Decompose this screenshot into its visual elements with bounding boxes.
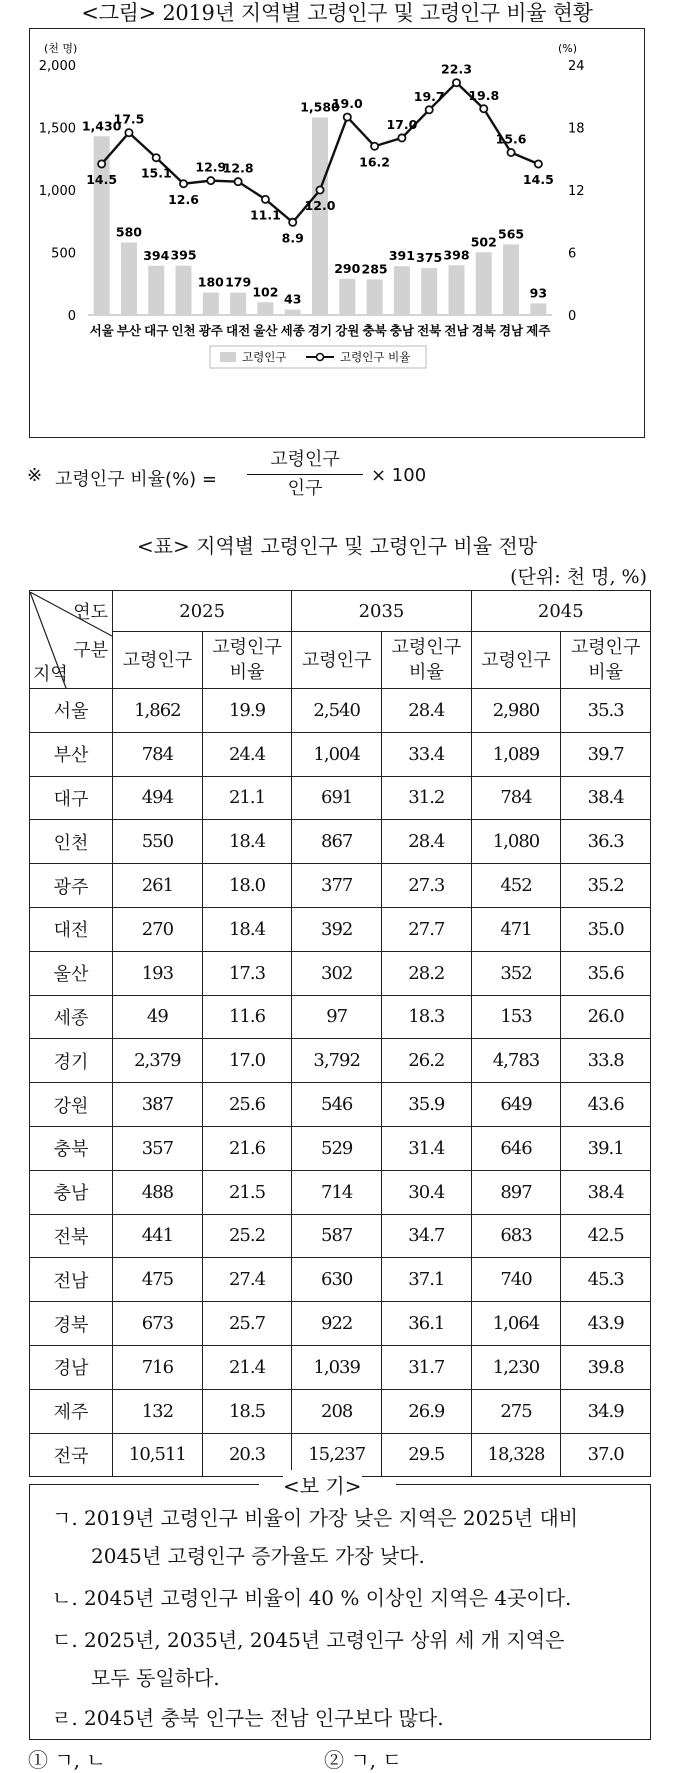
value-cell: 1,039 — [292, 1345, 382, 1389]
ratio-point — [125, 129, 132, 136]
bar-label: 93 — [529, 285, 548, 301]
region-cell: 강원 — [30, 1083, 113, 1127]
value-cell: 546 — [292, 1083, 382, 1127]
value-cell: 302 — [292, 951, 382, 995]
value-cell: 39.7 — [561, 732, 651, 776]
value-cell: 39.8 — [561, 1345, 651, 1389]
region-cell: 전북 — [30, 1214, 113, 1258]
value-cell: 352 — [471, 951, 561, 995]
bar-label: 1,430 — [81, 118, 122, 134]
region-cell: 대구 — [30, 776, 113, 820]
region-cell: 인천 — [30, 820, 113, 864]
value-cell: 26.2 — [382, 1039, 472, 1083]
region-cell: 충남 — [30, 1170, 113, 1214]
bar — [285, 310, 301, 315]
value-cell: 275 — [471, 1389, 561, 1433]
value-cell: 18.4 — [202, 820, 292, 864]
value-cell: 35.3 — [561, 689, 651, 733]
value-cell: 377 — [292, 864, 382, 908]
value-cell: 42.5 — [561, 1214, 651, 1258]
ratio-point — [289, 219, 296, 226]
value-cell: 25.2 — [202, 1214, 292, 1258]
formula-fraction — [243, 448, 367, 501]
value-cell: 43.6 — [561, 1083, 651, 1127]
value-cell: 21.6 — [202, 1126, 292, 1170]
value-cell: 630 — [292, 1258, 382, 1302]
value-cell: 897 — [471, 1170, 561, 1214]
region-cell: 광주 — [30, 864, 113, 908]
col-header-ratio: 고령인구 비율 — [561, 632, 651, 689]
table-unit: (단위: 천 명, %) — [510, 566, 647, 588]
answer-2[interactable]: ② ㄱ, ㄷ — [324, 1748, 402, 1772]
value-cell: 30.4 — [382, 1170, 472, 1214]
bogi-item: ㄱ. 2019년 고령인구 비율이 가장 낮은 지역은 2025년 대비 — [52, 1506, 579, 1530]
region-cell: 서울 — [30, 689, 113, 733]
y-left-tick: 500 — [51, 246, 76, 262]
region-cell: 전남 — [30, 1258, 113, 1302]
value-cell: 261 — [113, 864, 203, 908]
table-row — [30, 776, 651, 820]
ratio-label: 19.0 — [331, 96, 363, 112]
x-tick-label: 인천 — [171, 323, 196, 338]
ratio-label: 19.7 — [413, 88, 445, 104]
formula-denominator: 인구 — [287, 478, 323, 499]
ratio-label: 17.5 — [113, 111, 145, 127]
region-cell: 제주 — [30, 1389, 113, 1433]
ratio-point — [262, 196, 269, 203]
value-cell: 31.2 — [382, 776, 472, 820]
bar-label: 502 — [470, 234, 497, 250]
ratio-label: 12.8 — [222, 160, 254, 176]
value-cell: 35.6 — [561, 951, 651, 995]
bar-label: 179 — [225, 274, 252, 290]
value-cell: 587 — [292, 1214, 382, 1258]
col-header-pop: 고령인구 — [113, 632, 203, 689]
table-row — [30, 820, 651, 864]
value-cell: 2,379 — [113, 1039, 203, 1083]
combo-chart — [30, 29, 646, 439]
value-cell: 37.1 — [382, 1258, 472, 1302]
value-cell: 35.0 — [561, 907, 651, 951]
y-right-tick: 18 — [568, 121, 585, 137]
table-row — [30, 995, 651, 1039]
value-cell: 18,328 — [471, 1433, 561, 1477]
value-cell: 10,511 — [113, 1433, 203, 1477]
value-cell: 673 — [113, 1302, 203, 1346]
legend-line-label: 고령인구 비율 — [340, 350, 411, 364]
region-cell: 경남 — [30, 1345, 113, 1389]
year-header: 2045 — [471, 591, 650, 632]
formula-lhs: 고령인구 비율(%) = — [55, 469, 218, 490]
value-cell: 21.4 — [202, 1345, 292, 1389]
value-cell: 193 — [113, 951, 203, 995]
value-cell: 132 — [113, 1389, 203, 1433]
value-cell: 25.6 — [202, 1083, 292, 1127]
value-cell: 1,004 — [292, 732, 382, 776]
value-cell: 550 — [113, 820, 203, 864]
value-cell: 357 — [113, 1126, 203, 1170]
bogi-box — [29, 1484, 651, 1740]
bar-label: 102 — [252, 284, 279, 300]
x-tick-label: 광주 — [198, 323, 223, 338]
formula-numerator: 고령인구 — [270, 449, 340, 470]
value-cell: 691 — [292, 776, 382, 820]
value-cell: 17.3 — [202, 951, 292, 995]
value-cell: 49 — [113, 995, 203, 1039]
ratio-point — [316, 186, 323, 193]
ratio-point — [426, 106, 433, 113]
table-row — [30, 1126, 651, 1170]
value-cell: 27.4 — [202, 1258, 292, 1302]
value-cell: 452 — [471, 864, 561, 908]
bar-label: 580 — [115, 224, 142, 240]
value-cell: 153 — [471, 995, 561, 1039]
value-cell: 441 — [113, 1214, 203, 1258]
value-cell: 4,783 — [471, 1039, 561, 1083]
value-cell: 97 — [292, 995, 382, 1039]
chart-box — [29, 28, 645, 438]
ratio-point — [371, 143, 378, 150]
year-header: 2025 — [113, 591, 292, 632]
value-cell: 683 — [471, 1214, 561, 1258]
table-row — [30, 951, 651, 995]
answer-1[interactable]: ① ㄱ, ㄴ — [28, 1748, 106, 1772]
value-cell: 1,064 — [471, 1302, 561, 1346]
value-cell: 24.4 — [202, 732, 292, 776]
x-tick-label: 제주 — [526, 323, 551, 338]
ratio-label: 22.3 — [441, 61, 472, 77]
legend-bar-label: 고령인구 — [242, 350, 287, 364]
col-header-ratio: 고령인구 비율 — [382, 632, 472, 689]
bogi-item-cont: 2045년 고령인구 증가율도 가장 낮다. — [91, 1544, 425, 1568]
legend-bar-swatch — [220, 352, 236, 362]
bar — [203, 293, 219, 316]
fraction-bar — [247, 474, 363, 475]
bar — [257, 302, 273, 315]
ratio-point — [507, 149, 514, 156]
value-cell: 387 — [113, 1083, 203, 1127]
value-cell: 784 — [471, 776, 561, 820]
ratio-label: 11.1 — [249, 207, 281, 223]
ratio-label: 12.0 — [304, 198, 336, 213]
x-tick-label: 전북 — [417, 323, 442, 338]
value-cell: 37.0 — [561, 1433, 651, 1477]
col-header-pop: 고령인구 — [471, 632, 561, 689]
value-cell: 208 — [292, 1389, 382, 1433]
region-cell: 충북 — [30, 1126, 113, 1170]
value-cell: 31.7 — [382, 1345, 472, 1389]
x-tick-label: 충북 — [362, 323, 387, 338]
value-cell: 31.4 — [382, 1126, 472, 1170]
bar-label: 290 — [334, 260, 361, 276]
value-cell: 1,862 — [113, 689, 203, 733]
value-cell: 39.1 — [561, 1126, 651, 1170]
ratio-point — [535, 160, 542, 167]
y-right-tick: 12 — [568, 184, 585, 199]
y-right-tick: 24 — [568, 59, 585, 74]
bogi-title: <보 기> — [283, 1470, 362, 1499]
value-cell: 740 — [471, 1258, 561, 1302]
ratio-label: 12.9 — [195, 159, 227, 175]
bar — [476, 252, 492, 315]
bar — [448, 265, 464, 315]
bar — [367, 279, 383, 315]
y-left-unit: (천 명) — [44, 42, 78, 55]
value-cell: 29.5 — [382, 1433, 472, 1477]
region-cell: 세종 — [30, 995, 113, 1039]
value-cell: 1,089 — [471, 732, 561, 776]
value-cell: 35.2 — [561, 864, 651, 908]
ratio-point — [98, 160, 105, 167]
value-cell: 21.5 — [202, 1170, 292, 1214]
region-cell: 부산 — [30, 732, 113, 776]
value-cell: 45.3 — [561, 1258, 651, 1302]
value-cell: 34.9 — [561, 1389, 651, 1433]
bar-label: 180 — [197, 274, 224, 290]
corner-year: 연도 — [73, 601, 108, 623]
ratio-label: 19.8 — [468, 87, 500, 103]
y-right-unit: (%) — [558, 42, 578, 55]
ratio-label: 14.5 — [522, 171, 554, 187]
x-tick-label: 서울 — [89, 323, 114, 338]
ratio-point — [153, 154, 160, 161]
table-row — [30, 864, 651, 908]
bar-label: 398 — [443, 247, 470, 263]
value-cell: 716 — [113, 1345, 203, 1389]
x-tick-label: 전남 — [444, 323, 469, 338]
value-cell: 36.3 — [561, 820, 651, 864]
table-row — [30, 1170, 651, 1214]
value-cell: 18.3 — [382, 995, 472, 1039]
value-cell: 26.9 — [382, 1389, 472, 1433]
value-cell: 18.0 — [202, 864, 292, 908]
bar — [503, 244, 519, 315]
col-header-pop: 고령인구 — [292, 632, 382, 689]
bogi-item: ㄷ. 2025년, 2035년, 2045년 고령인구 상위 세 개 지역은 — [52, 1628, 565, 1652]
bar — [121, 243, 137, 316]
bar-label: 43 — [284, 291, 302, 307]
ratio-point — [180, 180, 187, 187]
value-cell: 2,540 — [292, 689, 382, 733]
value-cell: 475 — [113, 1258, 203, 1302]
value-cell: 36.1 — [382, 1302, 472, 1346]
y-right-tick: 0 — [568, 309, 577, 324]
bar-label: 395 — [170, 247, 197, 263]
region-cell: 대전 — [30, 907, 113, 951]
formula-mark: ※ — [27, 465, 43, 486]
year-header: 2035 — [292, 591, 471, 632]
table-row — [30, 732, 651, 776]
table-title: <표> 지역별 고령인구 및 고령인구 비율 전망 — [136, 534, 538, 558]
table-row — [30, 1214, 651, 1258]
col-header-ratio: 고령인구 비율 — [202, 632, 292, 689]
bar-label: 565 — [498, 226, 525, 242]
value-cell: 18.4 — [202, 907, 292, 951]
table-row — [30, 1039, 651, 1083]
x-tick-label: 세종 — [280, 323, 305, 338]
value-cell: 784 — [113, 732, 203, 776]
value-cell: 471 — [471, 907, 561, 951]
value-cell: 43.9 — [561, 1302, 651, 1346]
value-cell: 392 — [292, 907, 382, 951]
x-tick-label: 대전 — [226, 323, 251, 338]
value-cell: 38.4 — [561, 1170, 651, 1214]
value-cell: 15,237 — [292, 1433, 382, 1477]
bar — [421, 268, 437, 315]
table-row — [30, 907, 651, 951]
y-left-tick: 2,000 — [38, 59, 76, 74]
y-left-tick: 1,500 — [38, 121, 76, 137]
value-cell: 488 — [113, 1170, 203, 1214]
corner-type: 구분 — [73, 639, 108, 661]
ratio-label: 14.5 — [86, 171, 118, 187]
x-tick-label: 대구 — [144, 323, 169, 338]
table-corner — [30, 591, 113, 689]
ratio-point — [235, 178, 242, 185]
value-cell: 11.6 — [202, 995, 292, 1039]
x-tick-label: 경기 — [307, 323, 333, 338]
ratio-label: 16.2 — [359, 154, 391, 170]
value-cell: 34.7 — [382, 1214, 472, 1258]
y-right-tick: 6 — [568, 246, 577, 262]
bar — [230, 293, 246, 315]
y-left-tick: 1,000 — [38, 184, 76, 199]
bogi-item: ㄴ. 2045년 고령인구 비율이 40 % 이상인 지역은 4곳이다. — [52, 1586, 572, 1610]
ratio-label: 8.9 — [281, 230, 304, 246]
value-cell: 922 — [292, 1302, 382, 1346]
value-cell: 2,980 — [471, 689, 561, 733]
x-tick-label: 부산 — [116, 323, 142, 338]
ratio-label: 15.1 — [140, 165, 172, 181]
value-cell: 33.4 — [382, 732, 472, 776]
bogi-item: ㄹ. 2045년 충북 인구는 전남 인구보다 많다. — [52, 1706, 444, 1730]
table-row — [30, 1083, 651, 1127]
bar — [394, 266, 410, 315]
x-tick-label: 강원 — [335, 323, 360, 338]
ratio-point — [480, 105, 487, 112]
ratio-point — [453, 79, 460, 86]
value-cell: 33.8 — [561, 1039, 651, 1083]
value-cell: 18.5 — [202, 1389, 292, 1433]
bar — [530, 303, 546, 315]
bar-label: 375 — [416, 250, 443, 266]
bar-label: 391 — [388, 248, 415, 264]
value-cell: 17.0 — [202, 1039, 292, 1083]
ratio-label: 12.6 — [168, 191, 199, 207]
table-row — [30, 689, 651, 733]
value-cell: 28.2 — [382, 951, 472, 995]
region-cell: 경북 — [30, 1302, 113, 1346]
value-cell: 35.9 — [382, 1083, 472, 1127]
value-cell: 867 — [292, 820, 382, 864]
ratio-label: 17.0 — [386, 116, 418, 132]
bogi-item-cont: 모두 동일하다. — [91, 1666, 220, 1690]
value-cell: 26.0 — [561, 995, 651, 1039]
bar — [148, 266, 164, 315]
value-cell: 27.3 — [382, 864, 472, 908]
value-cell: 1,080 — [471, 820, 561, 864]
ratio-point — [207, 177, 214, 184]
value-cell: 28.4 — [382, 689, 472, 733]
region-cell: 울산 — [30, 951, 113, 995]
value-cell: 20.3 — [202, 1433, 292, 1477]
table-row — [30, 1389, 651, 1433]
corner-region: 지역 — [33, 663, 68, 685]
value-cell: 529 — [292, 1126, 382, 1170]
bar — [176, 266, 192, 315]
ratio-label: 15.6 — [495, 131, 527, 147]
value-cell: 1,230 — [471, 1345, 561, 1389]
ratio-point — [344, 113, 351, 120]
bar-label: 394 — [143, 247, 170, 263]
bar — [339, 279, 355, 315]
table-row — [30, 1345, 651, 1389]
region-cell: 전국 — [30, 1433, 113, 1477]
value-cell: 3,792 — [292, 1039, 382, 1083]
x-tick-label: 울산 — [253, 323, 278, 338]
value-cell: 28.4 — [382, 820, 472, 864]
value-cell: 27.7 — [382, 907, 472, 951]
bar — [312, 118, 328, 316]
value-cell: 494 — [113, 776, 203, 820]
projection-table — [29, 590, 651, 1477]
region-cell: 경기 — [30, 1039, 113, 1083]
table-row — [30, 1302, 651, 1346]
value-cell: 38.4 — [561, 776, 651, 820]
formula-tail: × 100 — [371, 465, 427, 486]
bar-label: 285 — [361, 261, 388, 277]
legend-line-marker — [317, 354, 324, 361]
value-cell: 646 — [471, 1126, 561, 1170]
value-cell: 25.7 — [202, 1302, 292, 1346]
value-cell: 19.9 — [202, 689, 292, 733]
y-left-tick: 0 — [67, 309, 76, 324]
table-row — [30, 1258, 651, 1302]
value-cell: 714 — [292, 1170, 382, 1214]
x-tick-label: 경남 — [498, 323, 524, 338]
value-cell: 649 — [471, 1083, 561, 1127]
x-tick-label: 충남 — [389, 323, 414, 338]
bar-label: 1,580 — [300, 99, 340, 115]
ratio-point — [398, 134, 405, 141]
value-cell: 270 — [113, 907, 203, 951]
x-tick-label: 경북 — [471, 323, 496, 338]
value-cell: 21.1 — [202, 776, 292, 820]
figure-title: <그림> 2019년 지역별 고령인구 및 고령인구 비율 현황 — [81, 1, 593, 25]
